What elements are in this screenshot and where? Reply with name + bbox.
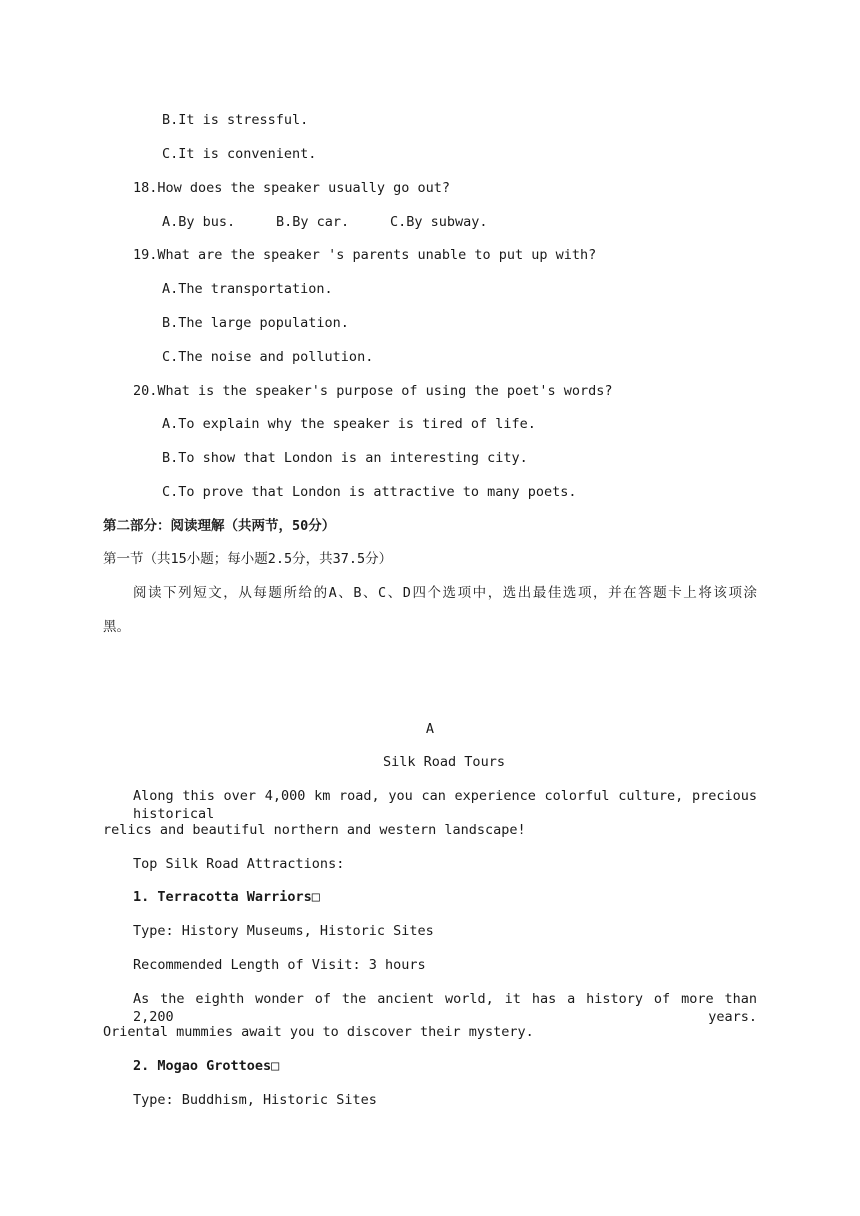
q18-options bbox=[162, 213, 488, 231]
q18-stem: 18.How does the speaker usually go out? bbox=[133, 180, 450, 196]
q17-option-c: C.It is convenient. bbox=[162, 146, 317, 162]
q18-option-c: C.By subway. bbox=[390, 214, 488, 230]
passage-label: A bbox=[425, 721, 435, 737]
attraction-1-type: Type: History Museums, Historic Sites bbox=[133, 923, 434, 939]
attraction-1-desc-line-2: Oriental mummies await you to discover their mystery. bbox=[103, 1024, 534, 1040]
q20-option-c: C.To prove that London is attractive to many poets. bbox=[162, 484, 577, 500]
q20-option-b: B.To show that London is an interesting city. bbox=[162, 450, 528, 466]
q18-option-b: B.By car. bbox=[276, 214, 350, 230]
q17-option-b: B.It is stressful. bbox=[162, 112, 309, 128]
part-title: 第二部分：阅读理解（共两节，50分） bbox=[103, 518, 336, 534]
q20-option-a: A.To explain why the speaker is tired of life. bbox=[162, 416, 536, 432]
q18-option-a: A.By bus. bbox=[162, 214, 236, 230]
section-title: 第一节（共15小题；每小题2.5分，共37.5分） bbox=[103, 551, 393, 567]
intro-line-1: Along this over 4,000 km road, you can experience colorful culture, precious historical bbox=[133, 788, 757, 822]
intro-line-2: relics and beautiful northern and western landscape! bbox=[103, 822, 526, 838]
attraction-1-length: Recommended Length of Visit: 3 hours bbox=[133, 957, 426, 973]
passage-title: Silk Road Tours bbox=[383, 754, 505, 770]
q19-option-c: C.The noise and pollution. bbox=[162, 349, 374, 365]
attraction-1-heading: 1. Terracotta Warriors□ bbox=[133, 889, 320, 905]
top-attractions-heading: Top Silk Road Attractions: bbox=[133, 856, 345, 872]
instruction-line-1: 阅读下列短文，从每题所给的A、B、C、D四个选项中，选出最佳选项，并在答题卡上将该项涂 bbox=[133, 585, 757, 601]
q19-option-a: A.The transportation. bbox=[162, 281, 333, 297]
q19-option-b: B.The large population. bbox=[162, 315, 349, 331]
q19-stem: 19.What are the speaker 's parents unable to put up with? bbox=[133, 247, 597, 263]
instruction-line-2: 黑。 bbox=[103, 619, 130, 635]
q20-stem: 20.What is the speaker's purpose of using the poet's words? bbox=[133, 383, 613, 399]
attraction-1-desc-line-1: As the eighth wonder of the ancient world, it has a history of more than 2,200 years. bbox=[133, 991, 757, 1025]
attraction-2-heading: 2. Mogao Grottoes□ bbox=[133, 1058, 280, 1074]
attraction-2-type: Type: Buddhism, Historic Sites bbox=[133, 1092, 377, 1108]
